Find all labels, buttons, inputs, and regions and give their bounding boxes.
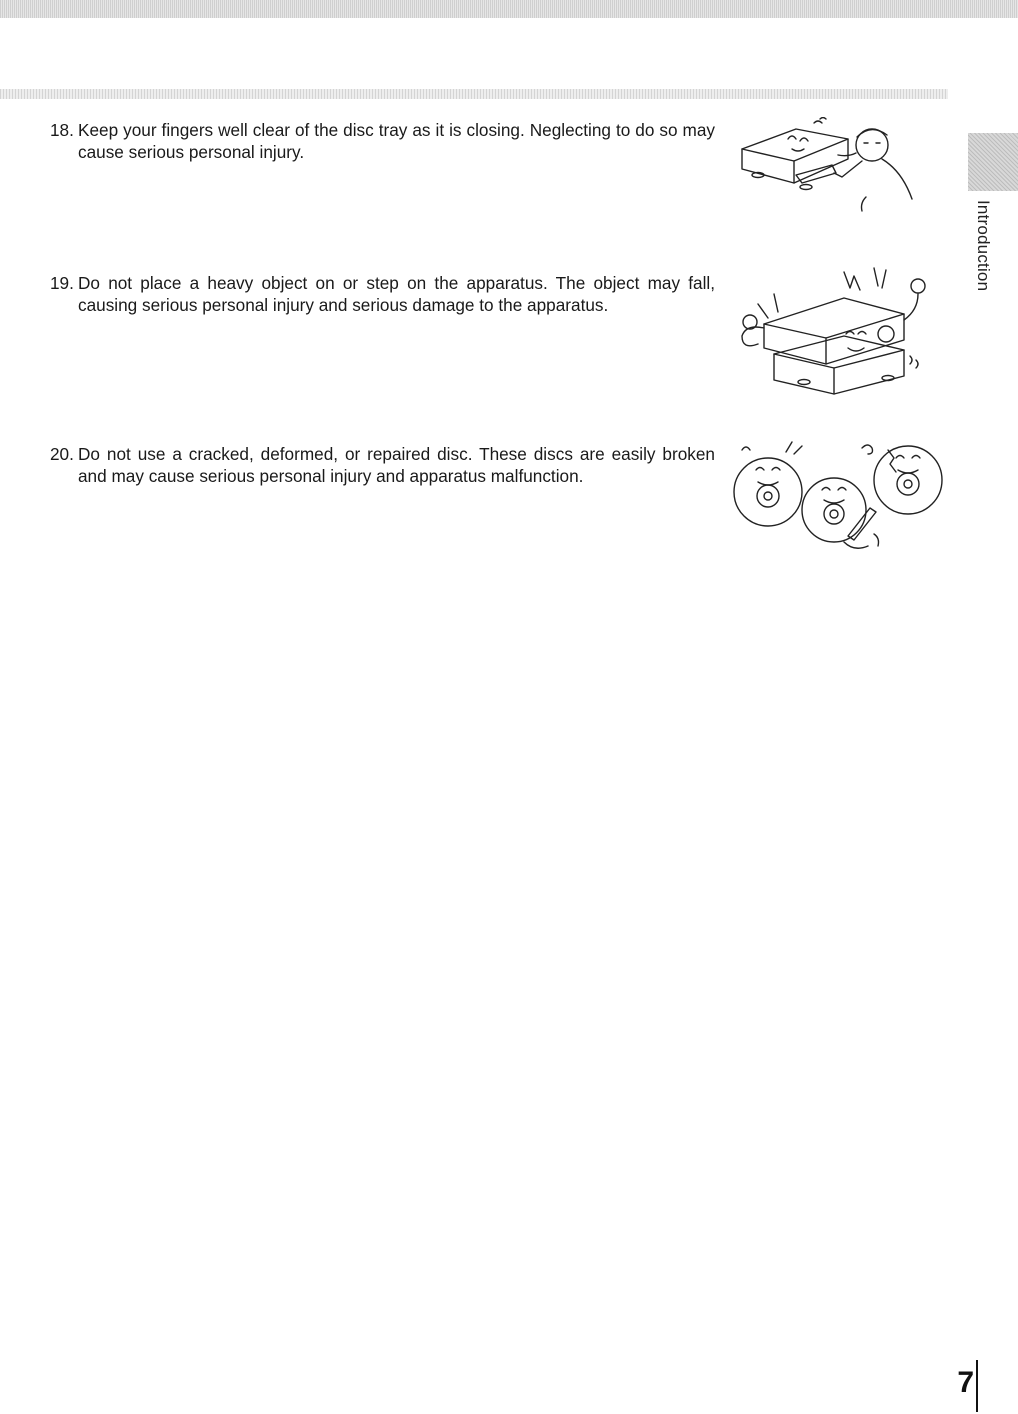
item-number: 19. [50, 273, 74, 293]
page-number-bar [976, 1360, 978, 1412]
header-rule [0, 89, 948, 99]
item-text: Do not place a heavy object on or step on the apparatus. The object may fall, causing serious personal injury and serious damage to the apparatus. [78, 273, 715, 315]
top-band [0, 0, 1018, 18]
heavy-object-on-player-illustration [734, 264, 930, 398]
side-tab [958, 200, 1008, 310]
caution-item-19 [50, 272, 715, 316]
page-number: 7 [957, 1366, 974, 1399]
finger-in-disc-tray-illustration [736, 117, 914, 213]
item-text: Keep your fingers well clear of the disc tray as it is closing. Neglecting to do so may cause serious personal injury. [78, 120, 715, 162]
side-tab-label: Introduction [974, 200, 993, 292]
caution-item-20 [50, 443, 715, 487]
item-text: Do not use a cracked, deformed, or repaired disc. These discs are easily broken and may cause serious personal injury and apparatus malfunction. [78, 444, 715, 486]
caution-item-18 [50, 119, 715, 163]
side-tab-marker [968, 133, 1018, 191]
item-number: 20. [50, 444, 74, 464]
item-number: 18. [50, 120, 74, 140]
cracked-disc-illustration [728, 436, 950, 552]
